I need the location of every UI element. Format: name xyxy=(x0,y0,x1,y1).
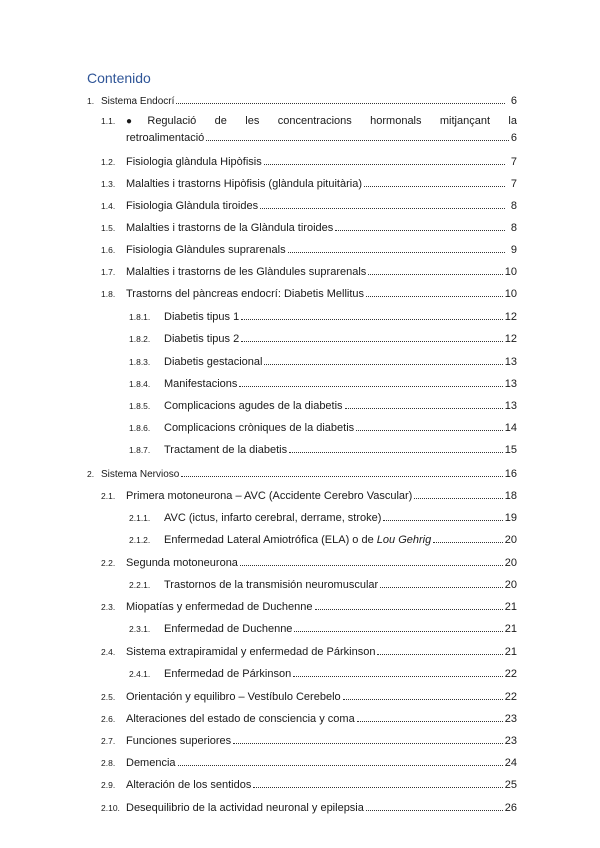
toc-entry[interactable] xyxy=(101,113,517,147)
toc-entry[interactable] xyxy=(101,645,517,659)
entry-page: 12 xyxy=(504,311,517,323)
entry-text: Enfermedad de Párkinson xyxy=(164,668,292,680)
dot-leader xyxy=(288,251,505,253)
dot-leader xyxy=(366,295,503,297)
entry-number: 2.3. xyxy=(101,602,116,612)
toc-entry[interactable] xyxy=(101,756,517,770)
entry-text: Segunda motoneurona xyxy=(126,557,238,569)
entry-number: 2.4.1. xyxy=(129,669,151,679)
entry-text: Manifestacions xyxy=(164,378,238,390)
dot-leader xyxy=(293,675,503,677)
toc-entry[interactable] xyxy=(129,399,517,413)
entry-page: 22 xyxy=(504,668,517,680)
entry-text: Enfermedad Lateral Amiotrófica (ELA) o de xyxy=(164,534,377,546)
entry-text: Funciones superiores xyxy=(126,735,232,747)
entry-page: 13 xyxy=(504,356,517,368)
entry-number: 2.10. xyxy=(101,803,120,813)
entry-number: 1.8.2. xyxy=(129,334,151,344)
entry-text: AVC (ictus, infarto cerebral, derrame, stroke) xyxy=(164,512,382,524)
dot-leader xyxy=(294,630,502,632)
entry-page: 21 xyxy=(504,646,517,658)
entry-page: 22 xyxy=(504,691,517,703)
entry-text: Complicacions cròniques de la diabetis xyxy=(164,422,355,434)
dot-leader xyxy=(366,809,503,811)
toc-entry[interactable] xyxy=(129,667,517,681)
entry-page: 20 xyxy=(504,557,517,569)
toc-entry[interactable] xyxy=(101,690,517,704)
entry-text: Sistema extrapiramidal y enfermedad de Párkinson xyxy=(126,646,376,658)
entry-page: 26 xyxy=(504,802,517,814)
dot-leader xyxy=(240,564,503,566)
dot-leader xyxy=(178,764,503,766)
entry-page: 9 xyxy=(510,244,517,256)
bullet-icon: ● xyxy=(126,116,148,127)
dot-leader xyxy=(357,720,503,722)
toc-entry[interactable] xyxy=(101,734,517,748)
entry-page: 24 xyxy=(504,757,517,769)
entry-number: 2.8. xyxy=(101,758,116,768)
entry-text: Diabetis gestacional xyxy=(164,356,263,368)
entry-number: 2.5. xyxy=(101,692,116,702)
entry-page: 25 xyxy=(504,779,517,791)
dot-leader xyxy=(368,273,502,275)
toc-entry[interactable] xyxy=(101,265,517,279)
entry-page: 21 xyxy=(504,601,517,613)
toc-entry[interactable] xyxy=(87,467,517,482)
entry-number: 2.1.2. xyxy=(129,535,151,545)
entry-page: 21 xyxy=(504,623,517,635)
entry-page: 23 xyxy=(504,713,517,725)
entry-page: 19 xyxy=(504,512,517,524)
entry-page: 13 xyxy=(504,378,517,390)
entry-page: 18 xyxy=(504,490,517,502)
toc-entry[interactable] xyxy=(129,421,517,435)
toc-title: Contenido xyxy=(87,70,151,86)
entry-text: Tractament de la diabetis xyxy=(164,444,288,456)
toc-entry[interactable] xyxy=(101,778,517,792)
entry-number: 2.2.1. xyxy=(129,580,151,590)
entry-page: 20 xyxy=(504,534,517,546)
dot-leader xyxy=(264,363,502,365)
entry-number: 2. xyxy=(87,469,95,479)
entry-page: 7 xyxy=(510,178,517,190)
entry-number: 1.8. xyxy=(101,289,116,299)
entry-page: 12 xyxy=(504,333,517,345)
dot-leader xyxy=(181,475,502,477)
entry-number: 1.8.5. xyxy=(129,401,151,411)
entry-page: 13 xyxy=(504,400,517,412)
entry-number: 1.5. xyxy=(101,223,116,233)
dot-leader xyxy=(433,541,503,543)
toc-entry[interactable] xyxy=(101,221,517,235)
toc-entry[interactable] xyxy=(101,155,517,169)
entry-text: Sistema Nervioso xyxy=(101,469,180,480)
dot-leader xyxy=(264,163,505,165)
entry-text: Demencia xyxy=(126,757,176,769)
entry-number: 1.8.1. xyxy=(129,312,151,322)
dot-leader xyxy=(239,385,502,387)
dot-leader xyxy=(380,586,503,588)
dot-leader xyxy=(364,185,505,187)
entry-page: 23 xyxy=(504,735,517,747)
entry-text: Trastornos de la transmisión neuromuscular xyxy=(164,579,379,591)
entry-number: 1.7. xyxy=(101,267,116,277)
entry-text: Complicacions agudes de la diabetis xyxy=(164,400,343,412)
toc-entry[interactable] xyxy=(129,533,517,547)
dot-leader xyxy=(289,451,503,453)
dot-leader xyxy=(343,698,503,700)
entry-text: Diabetis tipus 2 xyxy=(164,333,240,345)
dot-leader xyxy=(241,340,503,342)
entry-page: 7 xyxy=(510,156,517,168)
entry-text-italic: Lou Gehrig xyxy=(376,534,432,546)
entry-page: 15 xyxy=(504,444,517,456)
toc-entry[interactable] xyxy=(101,801,517,815)
dot-leader xyxy=(414,497,502,499)
entry-text: Orientación y equilibro – Vestíbulo Cerebelo xyxy=(126,691,341,703)
entry-text: Desequilibrio de la actividad neuronal y epilepsia xyxy=(126,802,364,814)
dot-leader xyxy=(345,407,503,409)
entry-text: Sistema Endocrí xyxy=(101,96,175,107)
entry-number: 1. xyxy=(87,96,95,106)
entry-number: 2.2. xyxy=(101,558,116,568)
dot-leader xyxy=(383,519,502,521)
entry-text: Regulació de les concentracions hormonals mitjançant la xyxy=(147,115,517,127)
entry-number: 1.8.4. xyxy=(129,379,151,389)
dot-leader xyxy=(233,742,503,744)
toc-entry[interactable] xyxy=(101,177,517,191)
entry-text: Primera motoneurona – AVC (Accidente Cerebro Vascular) xyxy=(126,490,413,502)
entry-number: 1.4. xyxy=(101,201,116,211)
dot-leader xyxy=(260,207,505,209)
entry-text: Fisiologia Glàndules suprarenals xyxy=(126,244,286,256)
entry-text: Fisiologia glàndula Hipòfisis xyxy=(126,156,262,168)
toc-entry[interactable] xyxy=(101,199,517,213)
entry-text: Malalties i trastorns Hipòfisis (glàndula pituitària) xyxy=(126,178,362,190)
entry-page: 8 xyxy=(510,200,517,212)
entry-number: 2.7. xyxy=(101,736,116,746)
dot-leader xyxy=(315,608,503,610)
entry-number: 1.8.3. xyxy=(129,357,151,367)
entry-text: Miopatías y enfermedad de Duchenne xyxy=(126,601,313,613)
dot-leader xyxy=(253,786,502,788)
entry-page: 14 xyxy=(504,422,517,434)
entry-text: Malalties i trastorns de les Glàndules suprarenals xyxy=(126,266,367,278)
entry-number: 1.3. xyxy=(101,179,116,189)
toc-entry[interactable] xyxy=(101,287,517,301)
entry-page: 6 xyxy=(510,95,517,107)
entry-number: 2.1.1. xyxy=(129,513,151,523)
entry-text: Diabetis tipus 1 xyxy=(164,311,240,323)
dot-leader xyxy=(335,229,505,231)
toc-entry[interactable] xyxy=(101,556,517,570)
dot-leader xyxy=(241,318,503,320)
toc-entry[interactable] xyxy=(129,511,517,525)
entry-text: Malalties i trastorns de la Glàndula tiroides xyxy=(126,222,334,234)
dot-leader xyxy=(206,139,509,141)
entry-number: 2.4. xyxy=(101,647,116,657)
entry-text: Alteración de los sentidos xyxy=(126,779,252,791)
toc-entry[interactable] xyxy=(129,443,517,457)
toc-entry[interactable] xyxy=(101,712,517,726)
entry-number: 1.1. xyxy=(101,116,116,126)
entry-page: 10 xyxy=(504,288,517,300)
toc-entry[interactable] xyxy=(101,243,517,257)
toc-entry[interactable] xyxy=(129,578,517,592)
entry-text: Fisiologia Glàndula tiroides xyxy=(126,200,259,212)
toc-entry[interactable] xyxy=(101,600,517,614)
entry-number: 1.6. xyxy=(101,245,116,255)
entry-text: Enfermedad de Duchenne xyxy=(164,623,293,635)
dot-leader xyxy=(176,102,505,104)
entry-number: 1.8.6. xyxy=(129,423,151,433)
toc-entry[interactable] xyxy=(129,622,517,636)
dot-leader xyxy=(377,653,502,655)
entry-number: 2.9. xyxy=(101,780,116,790)
toc-entry[interactable] xyxy=(87,94,517,109)
toc-entry[interactable] xyxy=(101,489,517,503)
toc-entry[interactable] xyxy=(129,332,517,346)
entry-text-continued: retroalimentació xyxy=(126,132,205,144)
entry-number: 1.8.7. xyxy=(129,445,151,455)
toc-entry[interactable] xyxy=(129,310,517,324)
entry-number: 1.2. xyxy=(101,157,116,167)
entry-page: 10 xyxy=(504,266,517,278)
entry-number: 2.3.1. xyxy=(129,624,151,634)
entry-text: Alteraciones del estado de consciencia y coma xyxy=(126,713,355,725)
toc-entry[interactable] xyxy=(129,355,517,369)
entry-number: 2.1. xyxy=(101,491,116,501)
entry-text: Trastorns del pàncreas endocrí: Diabetis Mellitus xyxy=(126,288,365,300)
entry-number: 2.6. xyxy=(101,714,116,724)
dot-leader xyxy=(356,429,503,431)
entry-page: 6 xyxy=(510,132,517,144)
entry-page: 16 xyxy=(504,468,517,480)
entry-page: 8 xyxy=(510,222,517,234)
entry-page: 20 xyxy=(504,579,517,591)
toc-entry[interactable] xyxy=(129,377,517,391)
